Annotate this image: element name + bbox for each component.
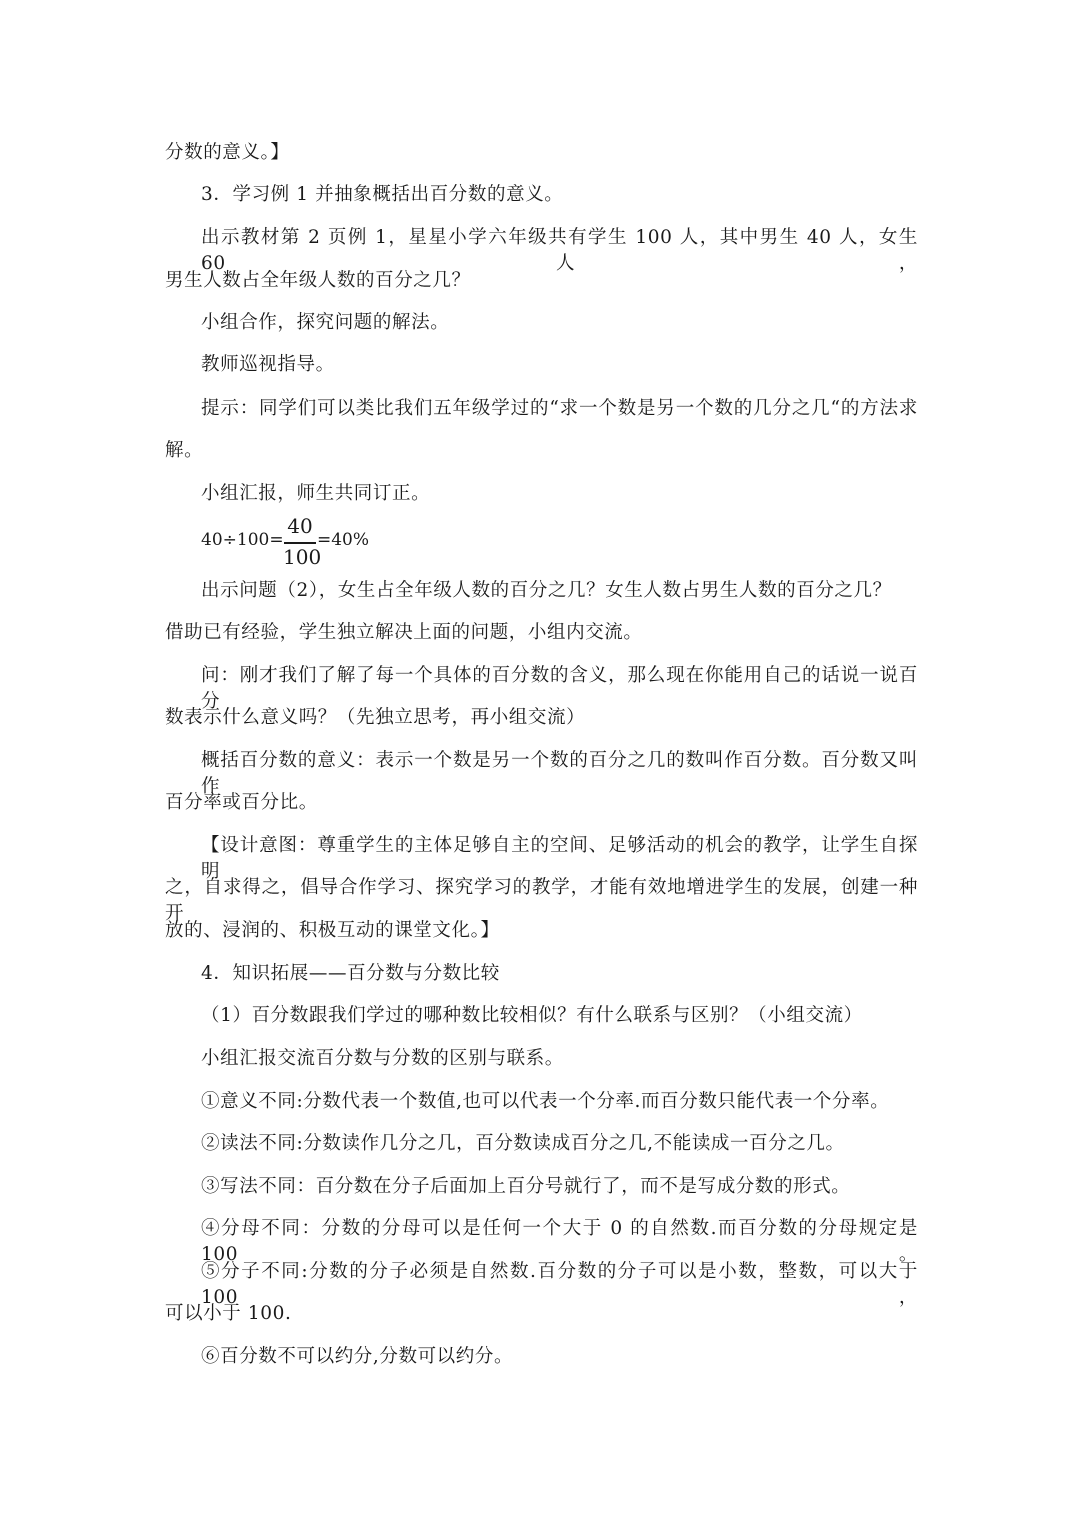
text-line: 问：刚才我们了解了每一个具体的百分数的含义，那么现在你能用自己的话说一说百分	[201, 665, 918, 712]
text-line: 出示问题（2），女生占全年级人数的百分之几？女生人数占男生人数的百分之几？	[201, 580, 892, 601]
text-line: 分数的意义。】	[165, 142, 290, 163]
fraction-denominator: 100	[283, 545, 322, 569]
list-item: ①意义不同:分数代表一个数值,也可以代表一个分率.而百分数只能代表一个分率。	[201, 1091, 890, 1112]
design-intent: 放的、浸润的、积极互动的课堂文化。】	[165, 920, 500, 941]
fraction-bar	[284, 542, 316, 544]
text-line: 数表示什么意义吗？（先独立思考，再小组交流）	[165, 707, 586, 728]
fraction-numerator: 40	[287, 514, 313, 538]
text-line: 小组汇报交流百分数与分数的区别与联系。	[201, 1048, 564, 1069]
equation-lhs: 40÷100=	[201, 530, 284, 550]
list-item: ⑤分子不同:分数的分子必须是自然数.百分数的分子可以是小数，整数，可以大于 100，	[201, 1261, 918, 1308]
text-line: 出示教材第 2 页例 1，星星小学六年级共有学生 100 人，其中男生 40 人，女生 60 人，	[201, 227, 918, 274]
text-line: 概括百分数的意义：表示一个数是另一个数的百分之几的数叫作百分数。百分数又叫作	[201, 750, 918, 797]
text-line: 提示：同学们可以类比我们五年级学过的“求一个数是另一个数的几分之几“的方法求	[201, 398, 918, 419]
text-line: 小组合作，探究问题的解法。	[201, 312, 450, 333]
text-line: 借助已有经验，学生独立解决上面的问题，小组内交流。	[165, 622, 643, 643]
list-item: ③写法不同：百分数在分子后面加上百分号就行了，而不是写成分数的形式。	[201, 1176, 851, 1197]
list-item: ②读法不同:分数读作几分之几，百分数读成百分之几,不能读成一百分之几。	[201, 1133, 845, 1154]
equation-rhs: =40%	[317, 530, 370, 550]
list-item: ⑥百分数不可以约分,分数可以约分。	[201, 1346, 514, 1367]
text-line: 可以小于 100.	[165, 1303, 292, 1324]
text-line: 小组汇报，师生共同订正。	[201, 483, 431, 504]
text-line: 解。	[165, 440, 204, 461]
text-line: 男生人数占全年级人数的百分之几？	[165, 270, 471, 291]
section-heading: 4．知识拓展——百分数与分数比较	[201, 963, 500, 984]
design-intent: 之，自求得之，倡导合作学习、探究学习的教学，才能有效地增进学生的发展，创建一种开	[165, 877, 918, 924]
list-item: ④分母不同：分数的分母可以是任何一个大于 0 的自然数.而百分数的分母规定是 100。	[201, 1218, 918, 1265]
text-line: 百分率或百分比。	[165, 792, 318, 813]
text-line: 教师巡视指导。	[201, 354, 335, 375]
text-line: （1）百分数跟我们学过的哪种数比较相似？有什么联系与区别？（小组交流）	[201, 1005, 863, 1026]
design-intent: 【设计意图：尊重学生的主体足够自主的空间、足够活动的机会的教学，让学生自探明	[201, 835, 918, 882]
section-heading: 3．学习例 1 并抽象概括出百分数的意义。	[201, 184, 564, 205]
